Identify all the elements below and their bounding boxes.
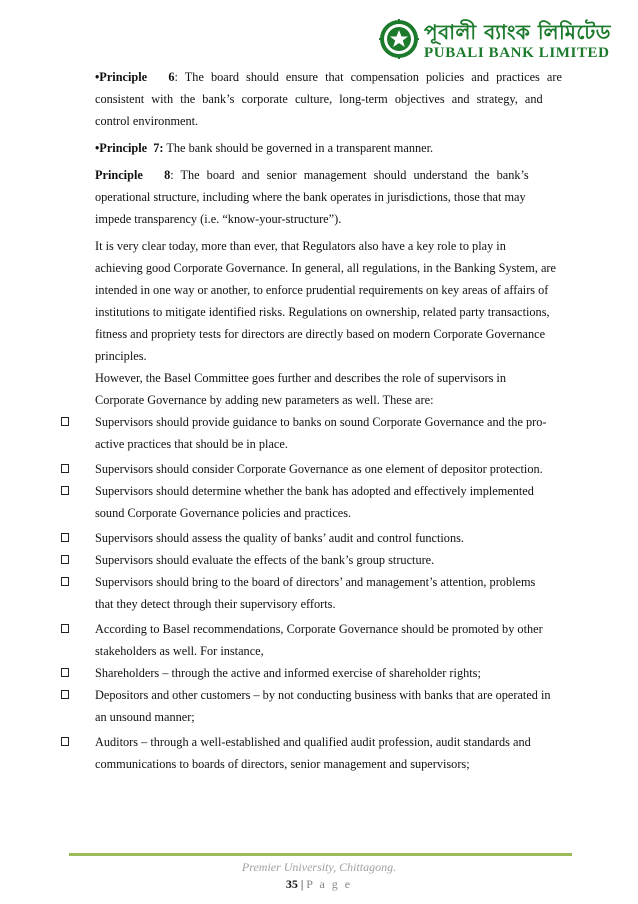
principle-8-line-2: operational structure, including where the bank operates in jurisdictions, those that may <box>95 190 526 204</box>
bullet-box-icon <box>61 577 69 586</box>
paragraph-line: Corporate Governance by adding new parameters as well. These are: <box>95 393 434 407</box>
principle-8-number: 8 <box>164 168 171 182</box>
document-body <box>95 66 565 775</box>
bullet-continuation: communications to boards of directors, senior management and supervisors; <box>95 757 470 771</box>
bullet-item: According to Basel recommendations, Corporate Governance should be promoted by other <box>95 618 565 640</box>
bullet-item: Supervisors should bring to the board of directors’ and management’s attention, problems <box>95 571 565 593</box>
bullet-box-icon <box>61 486 69 495</box>
principle-8-line-3: impede transparency (i.e. “know-your-structure”). <box>95 212 342 226</box>
bullet-box-icon <box>61 668 69 677</box>
principle-8-label: Principle <box>95 168 143 182</box>
bullet-continuation: that they detect through their supervisory efforts. <box>95 597 336 611</box>
bullet-box-icon <box>61 737 69 746</box>
principle-7-number: 7: <box>153 141 164 155</box>
paragraph-line: intended in one way or another, to enforce prudential requirements on key areas of affairs of <box>95 283 549 297</box>
bullet-item: Supervisors should determine whether the bank has adopted and effectively implemented <box>95 480 565 502</box>
bullet-box-icon <box>61 533 69 542</box>
bullet-item: Supervisors should consider Corporate Governance as one element of depositor protection. <box>95 458 565 480</box>
bank-logo <box>378 18 610 66</box>
bullet-item: Depositors and other customers – by not conducting business with banks that are operated in <box>95 684 565 706</box>
bullet-item: Supervisors should assess the quality of banks’ audit and control functions. <box>95 527 565 549</box>
principle-7-text: The bank should be governed in a transparent manner. <box>163 141 434 155</box>
bullet-item: Supervisors should evaluate the effects of the bank’s group structure. <box>95 549 565 571</box>
bullet-item: Supervisors should provide guidance to banks on sound Corporate Governance and the pro- <box>95 411 565 433</box>
paragraph-line: However, the Basel Committee goes further and describes the role of supervisors in <box>95 371 506 385</box>
principle-7-label: •Principle <box>95 141 148 155</box>
bullet-box-icon <box>61 555 69 564</box>
bullet-box-icon <box>61 417 69 426</box>
principle-8-text: : The board and senior management should understand the bank’s <box>170 168 529 182</box>
paragraph-line: institutions to mitigate identified risks. Regulations on ownership, related party transactions, <box>95 305 550 319</box>
page-label: P a g e <box>306 877 353 891</box>
principle-7-line <box>95 137 565 159</box>
principle-6-line-3: control environment. <box>95 114 199 128</box>
principle-6-label: •Principle <box>95 70 148 84</box>
paragraph-line: principles. <box>95 349 147 363</box>
principle-6-number: 6 <box>168 70 175 84</box>
bullet-box-icon <box>61 464 69 473</box>
bank-emblem-icon <box>378 18 420 60</box>
bullet-box-icon <box>61 624 69 633</box>
page-number-value: 35 <box>285 877 298 891</box>
logo-bengali-text: পূবালী ব্যাংক লিমিটেড <box>424 20 611 44</box>
page-separator: | <box>300 877 304 891</box>
bullet-continuation: sound Corporate Governance policies and practices. <box>95 506 352 520</box>
bullet-continuation: an unsound manner; <box>95 710 195 724</box>
bullet-item: Auditors – through a well-established and qualified audit profession, audit standards and <box>95 731 565 753</box>
principle-6-text: : The board should ensure that compensation policies and practices are <box>174 70 562 84</box>
footer-institution: Premier University, Chittagong. <box>241 860 397 874</box>
bullet-item: Shareholders – through the active and informed exercise of shareholder rights; <box>95 662 565 684</box>
logo-english-text: PUBALI BANK LIMITED <box>424 45 610 61</box>
bullet-continuation: active practices that should be in place. <box>95 437 288 451</box>
bullet-box-icon <box>61 690 69 699</box>
bullet-continuation: stakeholders as well. For instance, <box>95 644 264 658</box>
principle-6-line-1 <box>95 66 565 88</box>
paragraph-line: achieving good Corporate Governance. In general, all regulations, in the Banking System, are <box>95 261 556 275</box>
paragraph-line: fitness and propriety tests for directors are directly based on modern Corporate Governance <box>95 327 546 341</box>
page-number <box>0 877 638 892</box>
paragraph-line: It is very clear today, more than ever, that Regulators also have a key role to play in <box>95 239 506 253</box>
principle-6-line-2: consistent with the bank’s corporate culture, long-term objectives and strategy, and <box>95 92 543 106</box>
footer-divider <box>69 853 572 856</box>
principle-8-line-1 <box>95 164 565 186</box>
